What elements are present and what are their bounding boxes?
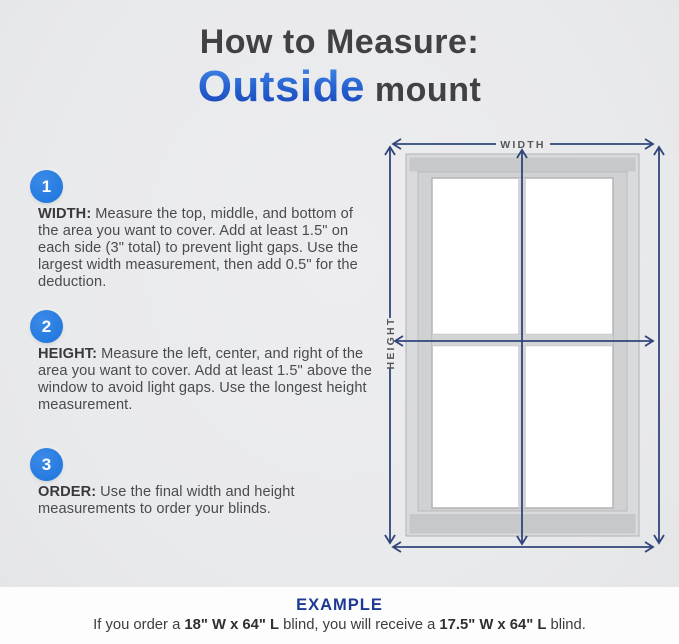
- step-1-number-badge: 1: [30, 170, 63, 203]
- step-2-number-badge: 2: [30, 310, 63, 343]
- width-measure-arrow: [393, 139, 653, 151]
- step-1-label: WIDTH:: [38, 206, 92, 222]
- step-3-number-badge: 3: [30, 448, 63, 481]
- example-segment: blind.: [546, 617, 586, 633]
- measurement-diagram: [375, 125, 679, 595]
- example-segment: If you order a: [93, 617, 185, 633]
- page-title: [0, 24, 679, 110]
- example-heading: EXAMPLE: [296, 596, 383, 614]
- example-segment: 17.5" W x 64" L: [439, 617, 547, 633]
- step-2-label: HEIGHT:: [38, 346, 98, 362]
- step-3-body: Use the final width and height measurements to order your blinds.: [38, 484, 295, 517]
- step-3-label: ORDER:: [38, 484, 97, 500]
- step-2-text: [38, 346, 372, 414]
- width-label: WIDTH: [500, 139, 546, 151]
- step-2-body: Measure the left, center, and right of the area you want to cover. Add at least 1.5" above the window to avoid light gaps. Use the longest height measurement.: [38, 346, 372, 413]
- height-label: HEIGHT: [385, 316, 397, 370]
- example-footer: [0, 587, 679, 644]
- title-mount-text: mount: [364, 70, 482, 109]
- right-measure-arrow: [654, 147, 664, 543]
- step-1-body: Measure the top, middle, and bottom of the area you want to cover. Add at least 1.5" on each side (3" total) to prevent light gaps. Use the largest width measurement, then add 0.5" for the deduction.: [38, 206, 359, 290]
- title-line-1: How to Measure:: [199, 23, 480, 61]
- example-sentence: [0, 617, 679, 633]
- step-3-text: [38, 484, 372, 518]
- example-segment: 18" W x 64" L: [184, 617, 280, 633]
- step-1-text: [38, 206, 372, 291]
- height-measure-arrow: [385, 147, 397, 543]
- title-highlight-outside: Outside: [197, 61, 365, 111]
- example-segment: blind, you will receive a: [279, 617, 440, 633]
- title-line-2: [0, 63, 679, 111]
